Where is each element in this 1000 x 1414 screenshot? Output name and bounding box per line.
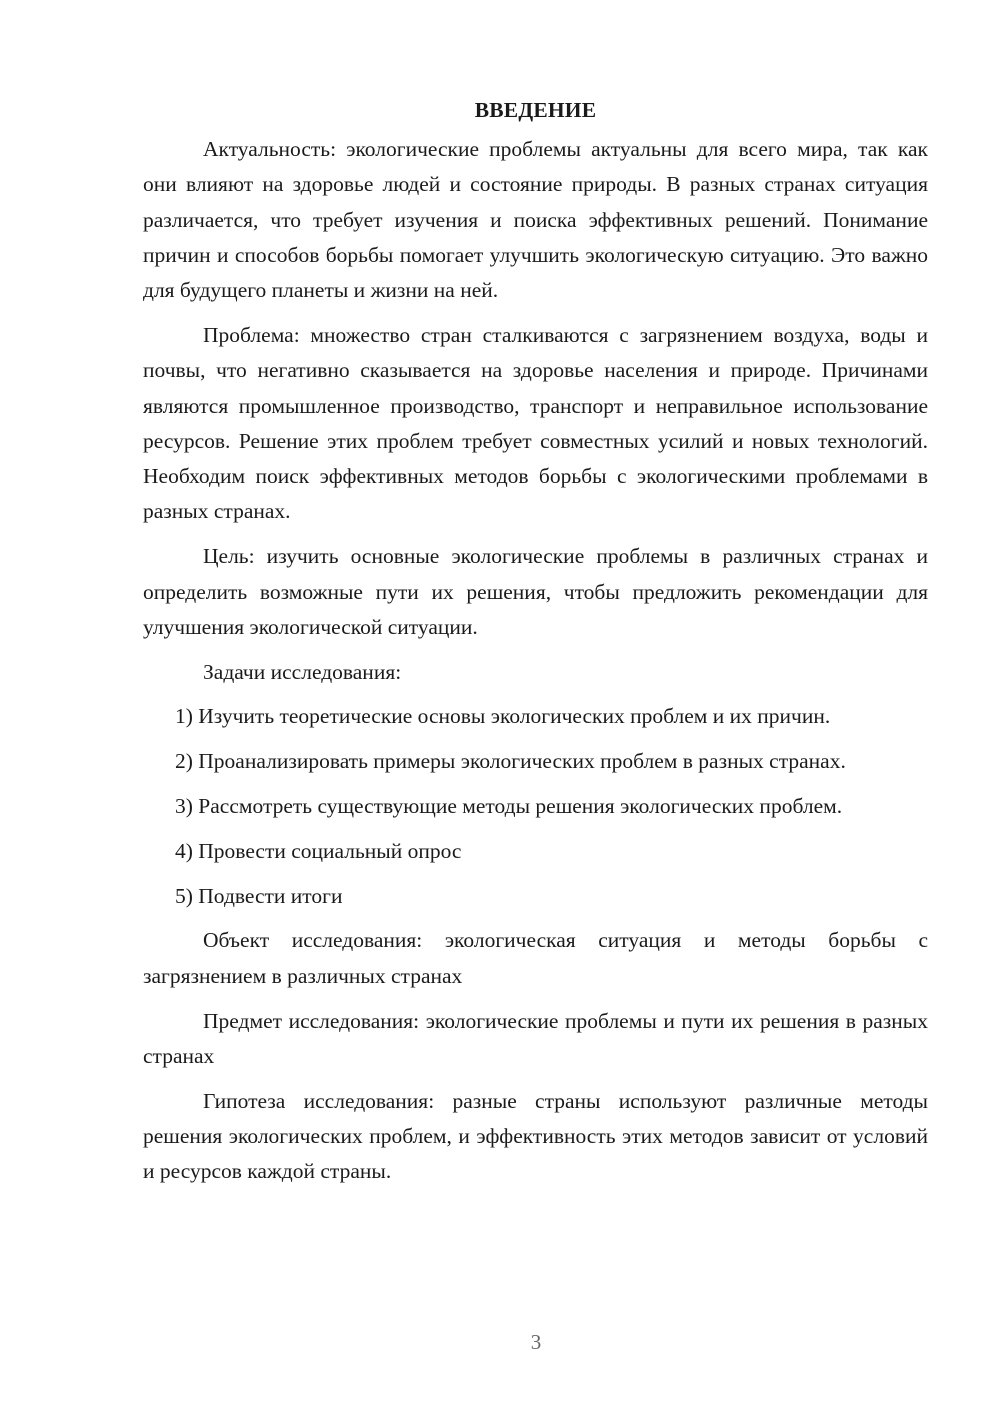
subject-paragraph: Предмет исследования: экологические проблемы и пути их решения в разных странах bbox=[143, 1008, 928, 1068]
task-item-5: 5) Подвести итоги bbox=[175, 883, 343, 908]
problem-paragraph: Проблема: множество стран сталкиваются с загрязнением воздуха, воды и почвы, что негативно сказывается на здоровье населения и природе. Причинами являются промышленное производство, транспорт и неправильное использование ресурсов. Решение этих проблем требует совместных усилий и новых технологий. Необходим поиск эффективных методов борьбы с экологическими проблемами в разных странах. bbox=[143, 322, 928, 524]
page-title: ВВЕДЕНИЕ bbox=[474, 98, 597, 122]
document-page bbox=[143, 93, 928, 1199]
goal-paragraph: Цель: изучить основные экологические проблемы в различных странах и определить возможные пути их решения, чтобы предложить рекомендации для улучшения экологической ситуации. bbox=[143, 544, 928, 639]
task-item-1: 1) Изучить теоретические основы экологических проблем и их причин. bbox=[175, 704, 831, 729]
task-item-3: 3) Рассмотреть существующие методы решения экологических проблем. bbox=[175, 794, 843, 819]
task-item-4: 4) Провести социальный опрос bbox=[175, 838, 462, 863]
object-paragraph: Объект исследования: экологическая ситуация и методы борьбы с загрязнением в различных странах bbox=[143, 928, 928, 988]
relevance-paragraph: Актуальность: экологические проблемы актуальны для всего мира, так как они влияют на здоровье людей и состояние природы. В разных странах ситуация различается, что требует изучения и поиска эффективных решений. Понимание причин и способов борьбы помогает улучшить экологическую ситуацию. Это важно для будущего планеты и жизни на ней. bbox=[143, 137, 928, 303]
task-item-2: 2) Проанализировать примеры экологических проблем в разных странах. bbox=[175, 749, 846, 774]
page-number: 3 bbox=[530, 1330, 542, 1354]
hypothesis-paragraph: Гипотеза исследования: разные страны используют различные методы решения экологических проблем, и эффективность этих методов зависит от условий и ресурсов каждой страны. bbox=[143, 1088, 928, 1184]
tasks-title: Задачи исследования: bbox=[203, 659, 402, 684]
